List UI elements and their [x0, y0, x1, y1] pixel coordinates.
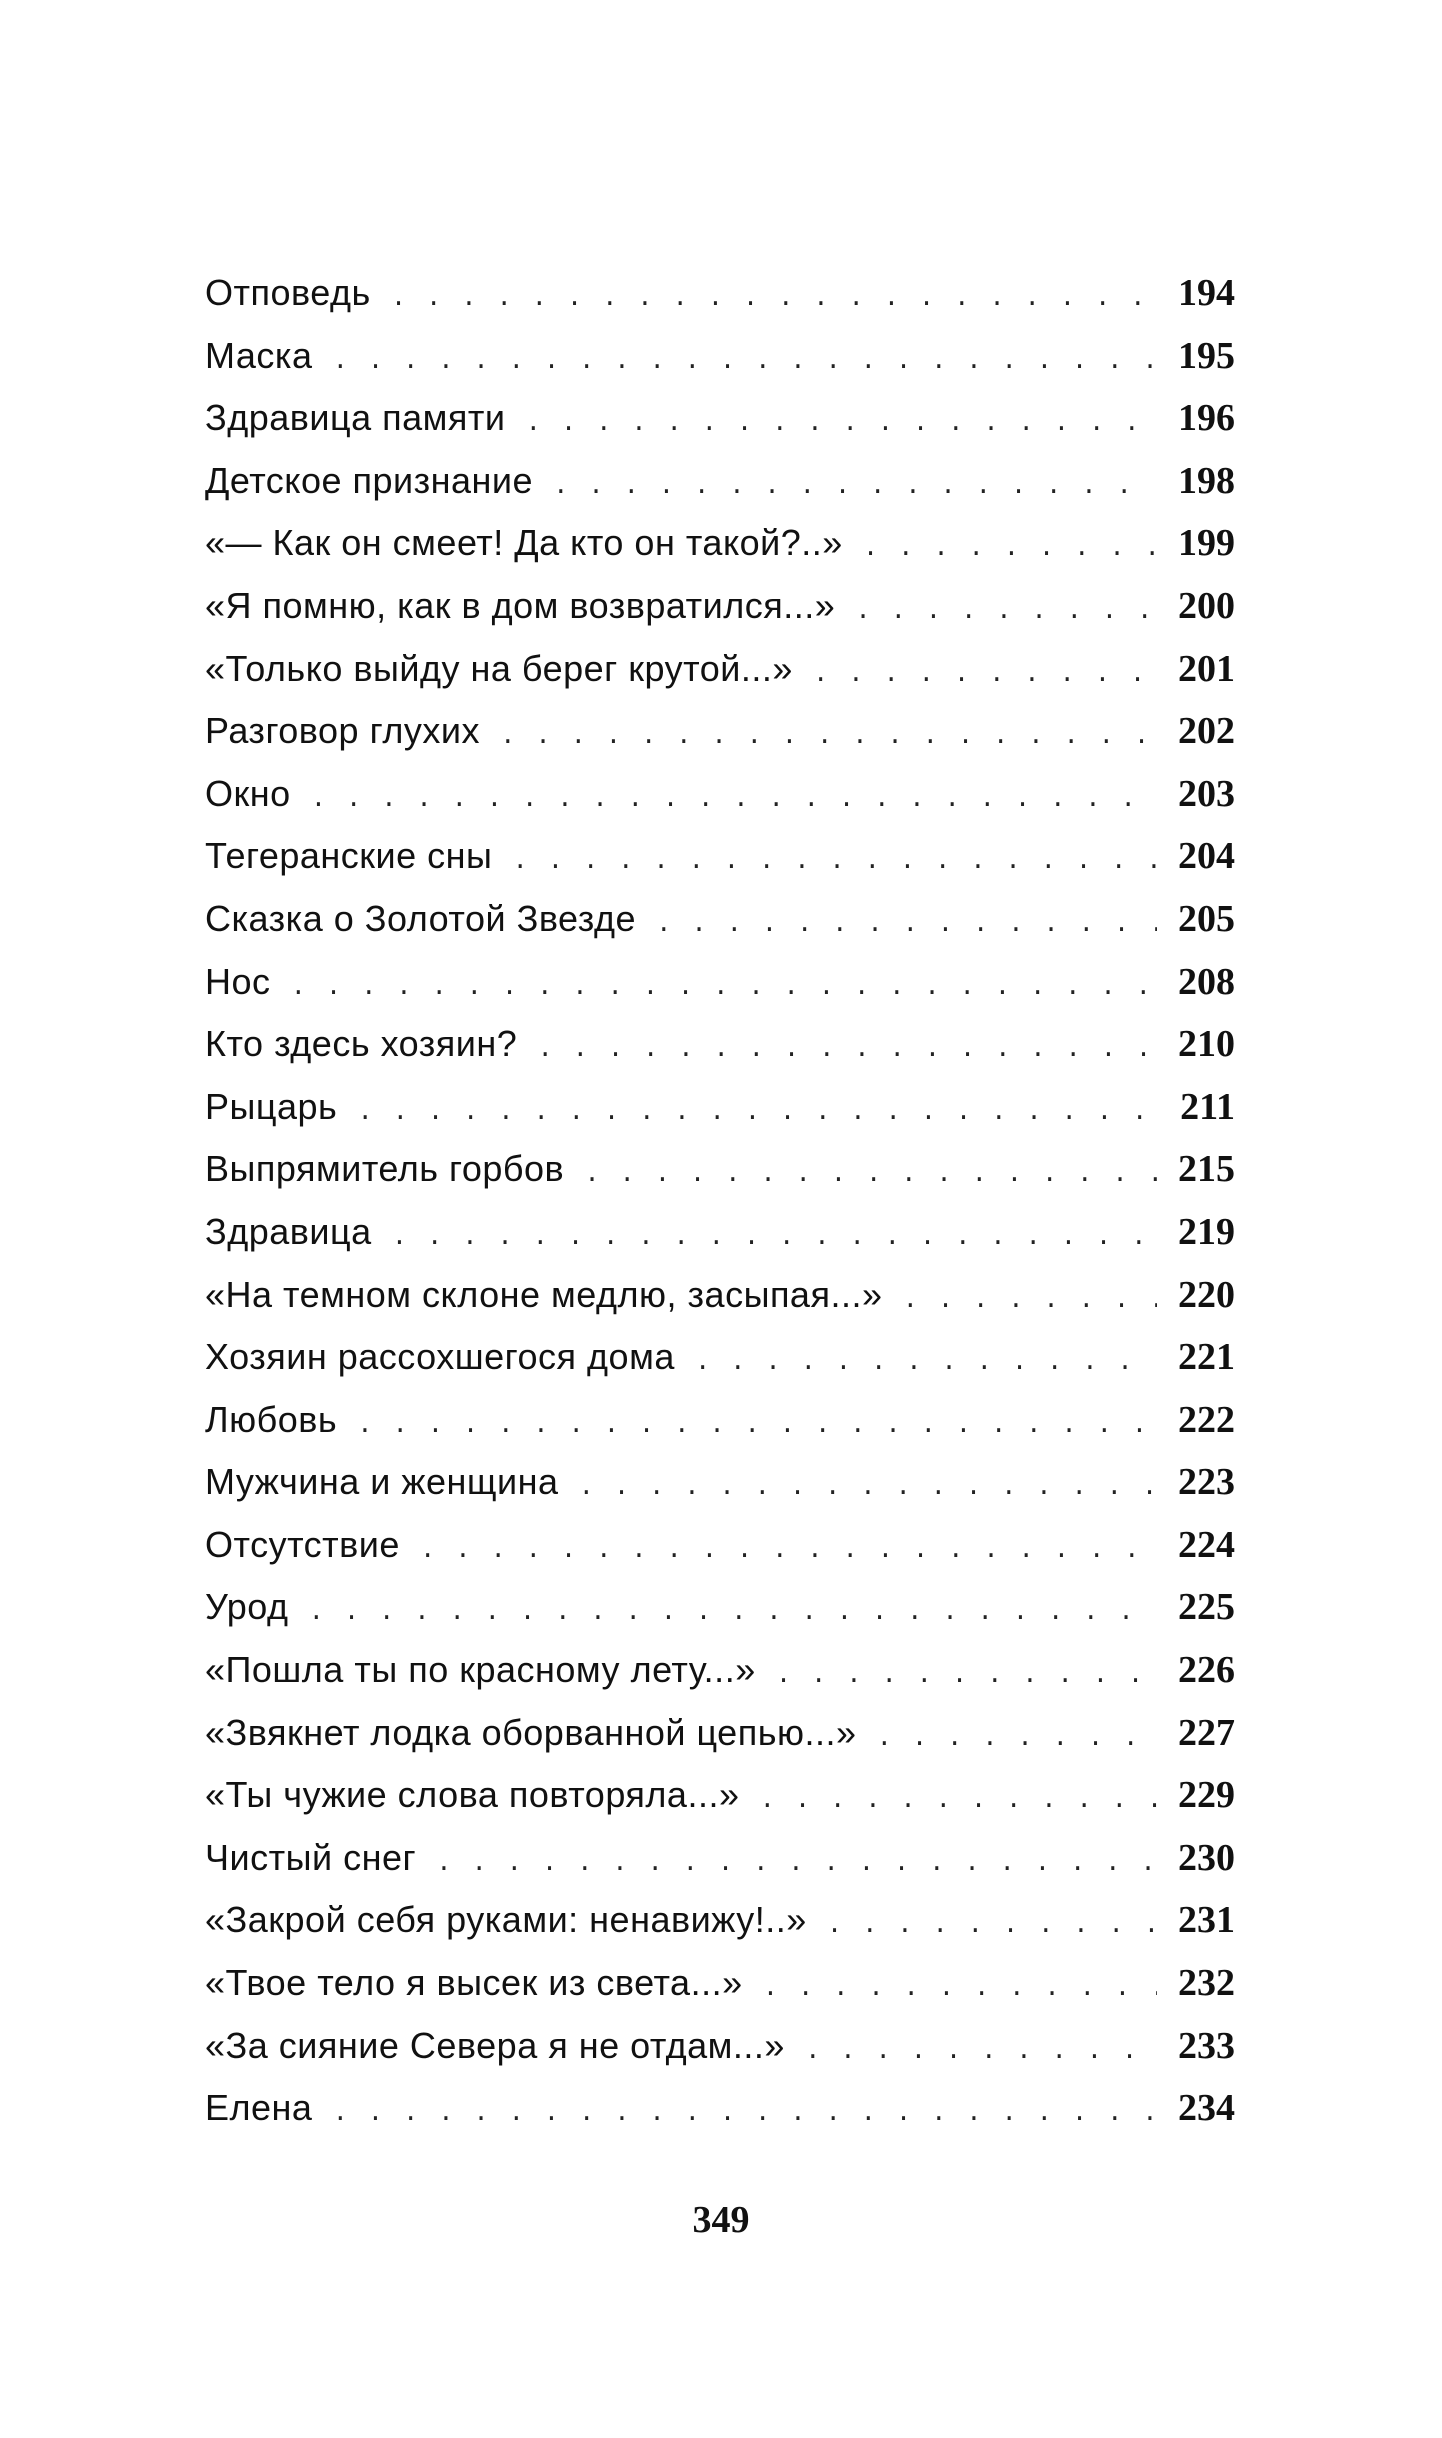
toc-entry-page: 227	[1178, 1711, 1235, 1754]
toc-entry	[205, 951, 1235, 1014]
toc-entry	[205, 1827, 1235, 1890]
toc-entry-title: Окно	[205, 772, 291, 814]
toc-dot-leader	[391, 267, 1157, 330]
toc-entry-title: Разговор глухих	[205, 710, 481, 752]
toc-dot-leader	[291, 956, 1157, 1019]
toc-entry-title: «Звякнет лодка оборванной цепью...»	[205, 1711, 857, 1753]
toc-dot-leader	[578, 1456, 1157, 1519]
toc-entry-title: «За сияние Севера я не отдам...»	[205, 2024, 785, 2066]
toc-entry-title: «— Как он смеет! Да кто он такой?..»	[205, 522, 843, 564]
toc-entry-title: «Пошла ты по красному лету...»	[205, 1649, 756, 1691]
toc-entry-page: 202	[1178, 710, 1235, 753]
toc-entry-page: 208	[1178, 960, 1235, 1003]
toc-entry-page: 233	[1178, 2024, 1235, 2067]
toc-entry-page: 232	[1178, 1962, 1235, 2005]
toc-entry-title: «Я помню, как в дом возвратился...»	[205, 584, 836, 626]
toc-dot-leader	[332, 330, 1157, 393]
toc-entry-title: «Только выйду на берег крутой...»	[205, 647, 793, 689]
toc-entry	[205, 1389, 1235, 1452]
toc-entry-title: Тегеранские сны	[205, 835, 493, 877]
toc-dot-leader	[392, 1206, 1157, 1269]
toc-entry-page: 199	[1178, 522, 1235, 565]
toc-entry	[205, 1764, 1235, 1827]
toc-dot-leader	[902, 1269, 1157, 1332]
toc-entry-page: 204	[1178, 835, 1235, 878]
toc-entry-title: «Ты чужие слова повторяла...»	[205, 1774, 740, 1816]
toc-dot-leader	[311, 768, 1157, 831]
toc-entry-title: Маска	[205, 334, 313, 376]
toc-dot-leader	[537, 1018, 1157, 1081]
toc-entry	[205, 1576, 1235, 1639]
toc-entry-page: 230	[1178, 1836, 1235, 1879]
toc-entry-page: 210	[1178, 1023, 1235, 1066]
toc-dot-leader	[855, 580, 1157, 643]
toc-entry	[205, 1264, 1235, 1327]
toc-entry-title: Кто здесь хозяин?	[205, 1023, 518, 1065]
toc-entry-page: 195	[1178, 334, 1235, 377]
toc-entry-page: 225	[1178, 1586, 1235, 1629]
toc-entry-page: 234	[1178, 2087, 1235, 2130]
toc-entry-page: 226	[1178, 1649, 1235, 1692]
toc-entry	[205, 763, 1235, 826]
toc-entry	[205, 575, 1235, 638]
toc-dot-leader	[500, 705, 1157, 768]
toc-dot-leader	[420, 1519, 1157, 1582]
toc-dot-leader	[584, 1143, 1157, 1206]
toc-dot-leader	[763, 1957, 1157, 2020]
table-of-contents	[205, 262, 1235, 2140]
toc-entry-page: 198	[1178, 459, 1235, 502]
toc-entry	[205, 325, 1235, 388]
toc-dot-leader	[805, 2020, 1157, 2083]
toc-entry	[205, 1201, 1235, 1264]
toc-entry-page: 221	[1178, 1336, 1235, 1379]
toc-dot-leader	[526, 392, 1157, 455]
toc-entry-title: Хозяин рассохшегося дома	[205, 1336, 675, 1378]
toc-entry	[205, 1514, 1235, 1577]
toc-entry-title: «Твое тело я высек из света...»	[205, 1962, 743, 2004]
toc-dot-leader	[656, 893, 1157, 956]
toc-entry-page: 205	[1178, 897, 1235, 940]
toc-entry	[205, 1639, 1235, 1702]
toc-entry-title: Любовь	[205, 1398, 338, 1440]
toc-entry-title: Рыцарь	[205, 1085, 338, 1127]
toc-entry-page: 194	[1178, 272, 1235, 314]
toc-dot-leader	[695, 1331, 1157, 1394]
toc-entry-page: 201	[1178, 647, 1235, 690]
toc-entry-page: 229	[1178, 1774, 1235, 1817]
toc-entry-title: Урод	[205, 1586, 289, 1628]
toc-entry	[205, 387, 1235, 450]
toc-dot-leader	[876, 1707, 1157, 1770]
toc-entry-title: Выпрямитель горбов	[205, 1148, 565, 1190]
toc-entry	[205, 450, 1235, 513]
toc-entry	[205, 1952, 1235, 2015]
toc-entry	[205, 700, 1235, 763]
toc-dot-leader	[357, 1081, 1157, 1144]
toc-entry	[205, 1702, 1235, 1765]
toc-entry-page: 223	[1178, 1461, 1235, 1504]
toc-entry-title: Елена	[205, 2087, 313, 2129]
toc-dot-leader	[776, 1644, 1157, 1707]
toc-entry-title: «Закрой себя руками: ненавижу!..»	[205, 1899, 807, 1941]
toc-entry	[205, 1076, 1235, 1139]
toc-entry-page: 200	[1178, 584, 1235, 627]
toc-entry	[205, 825, 1235, 888]
toc-entry-title: Нос	[205, 960, 271, 1002]
toc-entry-page: 220	[1178, 1273, 1235, 1316]
toc-entry-title: Здравица	[205, 1210, 372, 1252]
toc-entry-title: Отповедь	[205, 272, 371, 313]
toc-dot-leader	[512, 830, 1157, 893]
toc-entry	[205, 1138, 1235, 1201]
toc-dot-leader	[827, 1894, 1157, 1957]
toc-entry-title: Детское признание	[205, 459, 534, 501]
toc-dot-leader	[436, 1832, 1157, 1895]
toc-entry	[205, 638, 1235, 701]
toc-dot-leader	[863, 517, 1157, 580]
toc-dot-leader	[813, 643, 1157, 706]
toc-entry-title: Мужчина и женщина	[205, 1461, 559, 1503]
toc-dot-leader	[553, 455, 1157, 518]
toc-entry	[205, 1889, 1235, 1952]
toc-entry	[205, 512, 1235, 575]
toc-dot-leader	[357, 1394, 1157, 1457]
toc-entry-title: Чистый снег	[205, 1836, 417, 1878]
page-number: 349	[692, 2199, 750, 2241]
toc-dot-leader	[759, 1769, 1157, 1832]
toc-entry-title: Отсутствие	[205, 1523, 400, 1565]
toc-entry	[205, 888, 1235, 951]
toc-entry-title: «На темном склоне медлю, засыпая...»	[205, 1273, 883, 1315]
toc-entry	[205, 2015, 1235, 2078]
toc-entry-page: 222	[1178, 1398, 1235, 1441]
toc-entry-title: Здравица памяти	[205, 397, 506, 439]
toc-entry-page: 219	[1178, 1210, 1235, 1253]
toc-entry	[205, 1451, 1235, 1514]
toc-dot-leader	[332, 2082, 1157, 2145]
toc-entry-page: 224	[1178, 1523, 1235, 1566]
toc-entry-page: 211	[1180, 1085, 1235, 1128]
toc-entry	[205, 262, 1235, 325]
toc-dot-leader	[309, 1581, 1157, 1644]
toc-entry	[205, 1013, 1235, 1076]
toc-entry-page: 196	[1178, 397, 1235, 440]
toc-entry-page: 203	[1178, 772, 1235, 815]
toc-entry-page: 231	[1178, 1899, 1235, 1942]
toc-entry	[205, 1326, 1235, 1389]
toc-entry	[205, 2077, 1235, 2140]
toc-entry-title: Сказка о Золотой Звезде	[205, 897, 637, 939]
toc-entry-page: 215	[1178, 1148, 1235, 1191]
